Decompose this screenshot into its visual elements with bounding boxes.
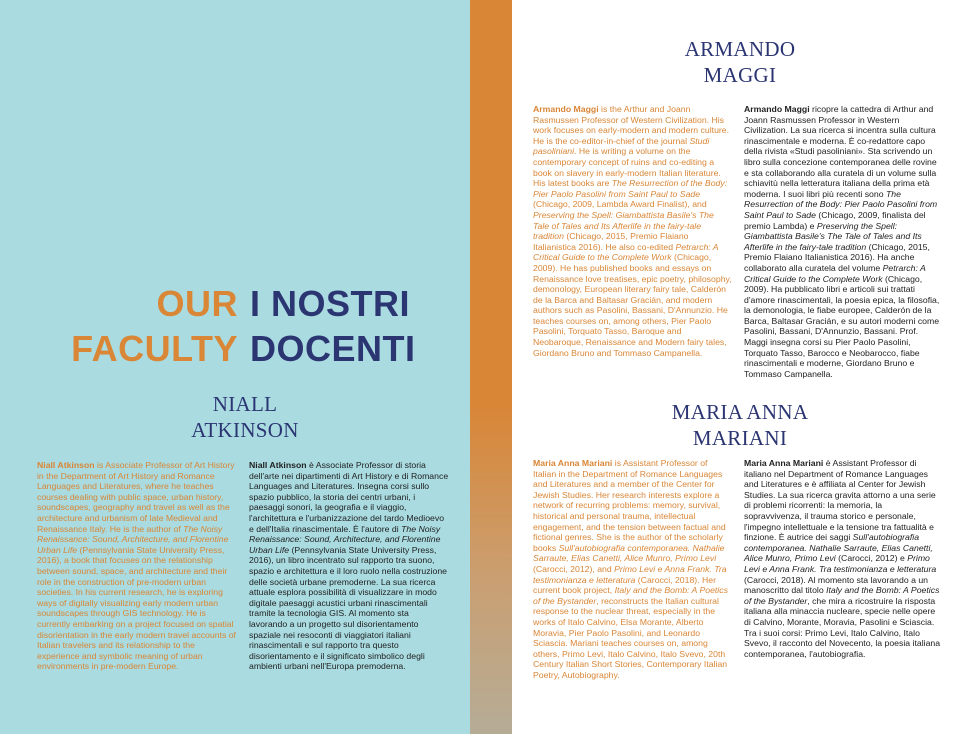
- bio-maggi-italian: [744, 104, 941, 379]
- name-line1: ARMANDO: [684, 37, 796, 61]
- bio-text: (Chicago, 2015, Premio Flaiano Italianistica 2016). He also co-edited: [533, 231, 689, 252]
- bio-book-title: Italy and the Bomb: A Poetics of the Bystander: [533, 585, 728, 606]
- bio-text: (Chicago, 2009). He has published books and essays on Renaissance love treatises, epic poetry, philosophy, demonology, European literary fairy tale, Calderón de la Barca and Baltasar Gracián, and modern authors such as Pasolini, Bassani, D'Annunzio. He teaches courses on, among others, Pier Paolo Pasolini, Torquato Tasso, Baroque and Neobaroque, Renaissance and Modern fairy tales, Giordano Bruno and Tommaso Campanella.: [533, 252, 732, 358]
- heading-it-line1: I NOSTRI: [250, 283, 411, 324]
- name-line2: MARIANI: [692, 426, 788, 450]
- name-line1: NIALL: [212, 392, 278, 416]
- bio-text: , reconstructs the Italian cultural response to the nuclear threat, especially in the works of Italo Calvino, Elsa Morante, Alberto Moravia, Pier Paolo Pasolini, and Leonardo Sciascia. Mariani teaches courses on, among others, Primo Levi, Italo Calvino, Italo Svevo, 20th Century Italian Short Stories, Contemporary Italian Poetry, Autobiography.: [533, 595, 728, 680]
- bio-person-name: Maria Anna Mariani: [533, 458, 613, 468]
- bio-text: ricopre la cattedra di Arthur and Joann Rasmussen Professor in Western Civilization. La sua ricerca si incentra sulla cultura rinascimentale e moderna. È co-redattore capo della rivista «Studi pasoliniani». Sta scrivendo un libro sulla concezione contemporanea delle rovine e sta collaborando alla curatela di un volume sulla schiavitù nella letteratura italiana della prima età moderna. I suoi libri più recenti sono: [744, 104, 937, 199]
- bio-book-title: Petrarch: A Critical Guide to the Complete Work: [744, 262, 926, 284]
- bio-text: (Chicago, 2009). Ha pubblicato libri e articoli sui trattati d'amore rinascimentali, la poesia epica, la filosofia, la demonologia, le fiabe europee, Calderón de la Barca, Baltasar Gracián, e su autori moderni come Pasolini, Bassani, D'Annunzio, Bassani. Prof. Maggi insegna corsi su Pier Paolo Pasolini, Torquato Tasso, Barocco e Neobarocco, fiabe rinascimentali e moderne, Giordano Bruno e Tommaso Campanella.: [744, 273, 940, 379]
- bio-book-title: Preserving the Spell: Giambattista Basile's The Tale of Tales and Its Afterlife in the fairy-tale tradition: [533, 209, 714, 242]
- bio-atkinson-english: [37, 460, 237, 672]
- bio-text: . He is writing a volume on the contemporary concept of ruins and co-editing a book on slavery in early-modern Italian literature. His latest books are: [533, 146, 721, 189]
- heading-english: [71, 281, 238, 371]
- bio-book-title: Petrarch: A Critical Guide to the Complete Work: [533, 241, 719, 263]
- heading-en-line1: OUR: [156, 283, 238, 324]
- bio-mariani-english: [533, 458, 732, 680]
- bio-person-name: Maria Anna Mariani: [744, 458, 824, 468]
- bio-text: è Assistant Professor di italiano nel Department of Romance Languages and Literatures e è affiliata al Center for Jewish Studies. La sua ricerca gravita attorno a una serie di problemi ricorrenti: la memoria, la sopravvivenza, il trauma storico e personale, l'impegno intellettuale e la tensione tra fattualità e finzione. È autrice dei saggi: [744, 458, 936, 543]
- bio-book-title: Italy and the Bomb: A Poetics of the Bystander: [744, 585, 940, 606]
- bio-person-name: Armando Maggi: [744, 104, 810, 114]
- bio-text: is Associate Professor of Art History in the Department of Art History and Romance Languages and Literatures, where he teaches courses dealing with public space, urban history, soundscapes, geography and travel as well as the architecture and urbanism of late Medieval and Renaissance Italy. He is the author of: [37, 460, 235, 534]
- bio-book-title: Primo Levi e Anna Frank. Tra testimonianza e letteratura: [744, 553, 937, 574]
- bio-text: (Carocci, 2012) e: [835, 553, 908, 564]
- name-line2: ATKINSON: [191, 418, 299, 442]
- bio-book-title: Studi pasoliniani: [533, 135, 710, 157]
- bio-atkinson-italian: [249, 460, 449, 672]
- bio-text: è Associate Professor di storia dell'arte nei dipartimenti di Art History e di Romance Languages and Literatures. Insegna corsi sullo spazio pubblico, la storia dei centri urbani, i paesaggi sonori, la geografia e il viaggio, l'architettura e l'urbanizzazione del tardo Medioevo e dell'Italia rinascimentale. È l'autore di: [249, 460, 449, 534]
- bio-maggi-english: [533, 104, 732, 358]
- faculty-name-maggi: [590, 36, 890, 88]
- bio-text: (Chicago, 2015, Premio Flaiano Italianistica 2016). Ha anche collaborato alla curatela del volume: [744, 241, 930, 273]
- bio-text: (Pennsylvania State University Press, 2016), a book that focuses on the relationship between sound, space, and architecture and their role in the construction of pre-modern urban societies. In his current research, he is exploring ways of digitally visualizing early modern urban soundscapes through GIS technology. He is currently embarking on a project focused on spatial disorientation in the early modern travel accounts of Italian travelers and its relationship to the experience and symbolic meaning of urban environments in pre-modern Europe.: [37, 544, 236, 672]
- bio-text: (Carocci, 2018). Her current book project,: [533, 574, 717, 596]
- name-line1: MARIA ANNA: [671, 400, 809, 424]
- bio-text: (Chicago, 2009, Lambda Award Finalist), and: [533, 199, 707, 210]
- bio-book-title: The Resurrection of the Body: Pier Paolo Pasolini from Saint Paul to Sade: [533, 178, 728, 199]
- bio-person-name: Armando Maggi: [533, 104, 599, 114]
- bio-book-title: Sull'autobiografia contemporanea. Nathalie Sarraute, Elias Canetti, Alice Munro, Primo Levi: [533, 542, 725, 564]
- bio-text: (Carocci, 2018). Al momento sta lavorando a un manoscritto dal titolo: [744, 574, 928, 596]
- bio-text: is Assistant Professor of Italian in the Department of Romance Languages and Literatures and a member of the Center for Jewish Studies. Her research interests explore a network of recurring problems: memory, survival, historical and personal trauma, intellectual engagement, and the tension between factual and fictional genres. She is the author of the scholarly books: [533, 458, 726, 553]
- heading-en-line2: FACULTY: [71, 328, 238, 369]
- bio-book-title: The Noisy Renaissance: Sound, Architecture, and Florentine Urban Life: [37, 523, 229, 555]
- bio-book-title: Preserving the Spell: Giambattista Basile's The Tale of Tales and Its Afterlife in the fairy-tale tradition: [744, 220, 922, 252]
- bio-text: , che mira a ricostruire la risposta italiana alla minaccia nucleare, specie nelle opere di Calvino, Morante, Moravia, Pasolini e Sciascia. Tra i suoi corsi: Primo Levi, Italo Calvino, Italo Svevo, il racconto del Novecento, la poesia italiana contemporanea, l'autobiografia.: [744, 595, 941, 659]
- bio-book-title: Sull'autobiografia contemporanea. Nathalie Sarraute, Elias Canetti, Alice Munro, Primo Levi: [744, 532, 933, 564]
- faculty-name-atkinson: [100, 391, 390, 443]
- section-heading: [0, 281, 470, 376]
- bio-text: (Carocci, 2012), and: [533, 563, 615, 574]
- divider-band: [470, 0, 512, 734]
- heading-it-line2: DOCENTI: [250, 328, 416, 369]
- faculty-name-mariani: [590, 399, 890, 451]
- bio-person-name: Niall Atkinson: [249, 460, 307, 470]
- heading-italian: [250, 281, 416, 371]
- bio-book-title: The Resurrection of the Body: Pier Paolo Pasolini from Saint Paul to Sade: [744, 188, 938, 220]
- bio-book-title: Primo Levi e Anna Frank. Tra testimonianza e letteratura: [533, 563, 727, 585]
- bio-text: (Chicago, 2009, finalista del premio Lambda) e: [744, 209, 926, 231]
- bio-person-name: Niall Atkinson: [37, 460, 95, 470]
- bio-book-title: The Noisy Renaissance: Sound, Architecture, and Florentine Urban Life: [249, 523, 441, 555]
- bio-text: is the Arthur and Joann Rasmussen Professor of Western Civilization. His work focuses on early-modern and modern culture. He is the co-editor-in-chief of the journal: [533, 104, 730, 146]
- name-line2: MAGGI: [703, 63, 777, 87]
- bio-mariani-italian: [744, 458, 941, 659]
- bio-text: (Pennsylvania State University Press, 2016), un libro incentrato sul rapporto tra suono, spazio e architettura e il loro ruolo nella costruzione delle società urbane premoderne. La sua ricerca attuale esplora possibilità di visualizzare in modo digitale paesaggi acustici urbani rinascimentali tramite la tecnologia GIS. Al momento sta lavorando a un progetto sul disorientamento spaziale nei resoconti di viaggiatori italiani rinascimentali e sul rapporto tra questo disorientamento e il significato simbolico degli ambienti urbani nell'Europa premoderna.: [249, 544, 447, 672]
